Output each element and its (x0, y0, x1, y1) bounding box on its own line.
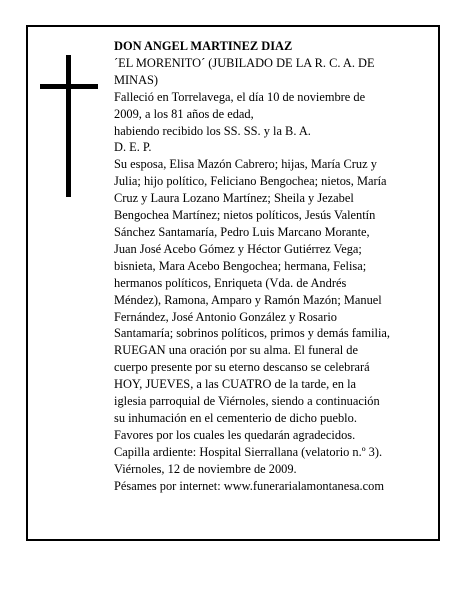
text-line: 2009, a los 81 años de edad, (114, 106, 254, 121)
cross-icon (40, 55, 98, 197)
text-line: HOY, JUEVES, a las CUATRO de la tarde, en la (114, 377, 357, 392)
text-line: Capilla ardiente: Hospital Sierrallana (velatorio n.º 3). (114, 444, 383, 459)
text-line: Méndez), Ramona, Amparo y Ramón Mazón; Manuel (114, 292, 382, 307)
text-line: Pésames por internet: www.funerarialamontanesa.com (114, 478, 384, 493)
text-line: D. E. P. (114, 140, 152, 155)
text-line: Favores por los cuales les quedarán agradecidos. (114, 427, 356, 442)
text-line: Viérnoles, 12 de noviembre de 2009. (114, 461, 297, 476)
text-line: Santamaría; sobrinos políticos, primos y demás familia, (114, 326, 390, 341)
deceased-name: DON ANGEL MARTINEZ DIAZ (114, 39, 293, 53)
text-line: MINAS) (114, 72, 159, 87)
cross-vertical-bar (66, 55, 71, 197)
text-line: su inhumación en el cementerio de dicho pueblo. (114, 410, 357, 425)
text-line: Su esposa, Elisa Mazón Cabrero; hijas, María Cruz y (114, 157, 377, 172)
obituary-text (114, 38, 424, 494)
text-line: Bengochea Martínez; nietos políticos, Jesús Valentín (114, 208, 376, 223)
text-line: Julia; hijo político, Feliciano Bengochea; nietos, María (114, 174, 387, 189)
text-line: Fernández, José Antonio González y Rosario (114, 309, 337, 324)
text-line: hermanos políticos, Enriqueta (Vda. de Andrés (114, 275, 347, 290)
text-line: RUEGAN una oración por su alma. El funeral de (114, 343, 358, 358)
text-line: Cruz y Laura Lozano Martínez; Sheila y Jezabel (114, 191, 354, 206)
text-line: bisnieta, Mara Acebo Bengochea; hermana, Felisa; (114, 258, 367, 273)
cross-horizontal-bar (40, 84, 98, 89)
text-line: ´EL MORENITO´ (JUBILADO DE LA R. C. A. DE (114, 55, 375, 70)
text-line: iglesia parroquial de Viérnoles, siendo a continuación (114, 394, 380, 409)
text-line: Juan José Acebo Gómez y Héctor Gutiérrez Vega; (114, 241, 362, 256)
text-line: Falleció en Torrelavega, el día 10 de noviembre de (114, 89, 366, 104)
text-line: Sánchez Santamaría, Pedro Luis Marcano Morante, (114, 224, 370, 239)
text-line: cuerpo presente por su eterno descanso se celebrará (114, 360, 370, 375)
text-line: habiendo recibido los SS. SS. y la B. A. (114, 123, 311, 138)
